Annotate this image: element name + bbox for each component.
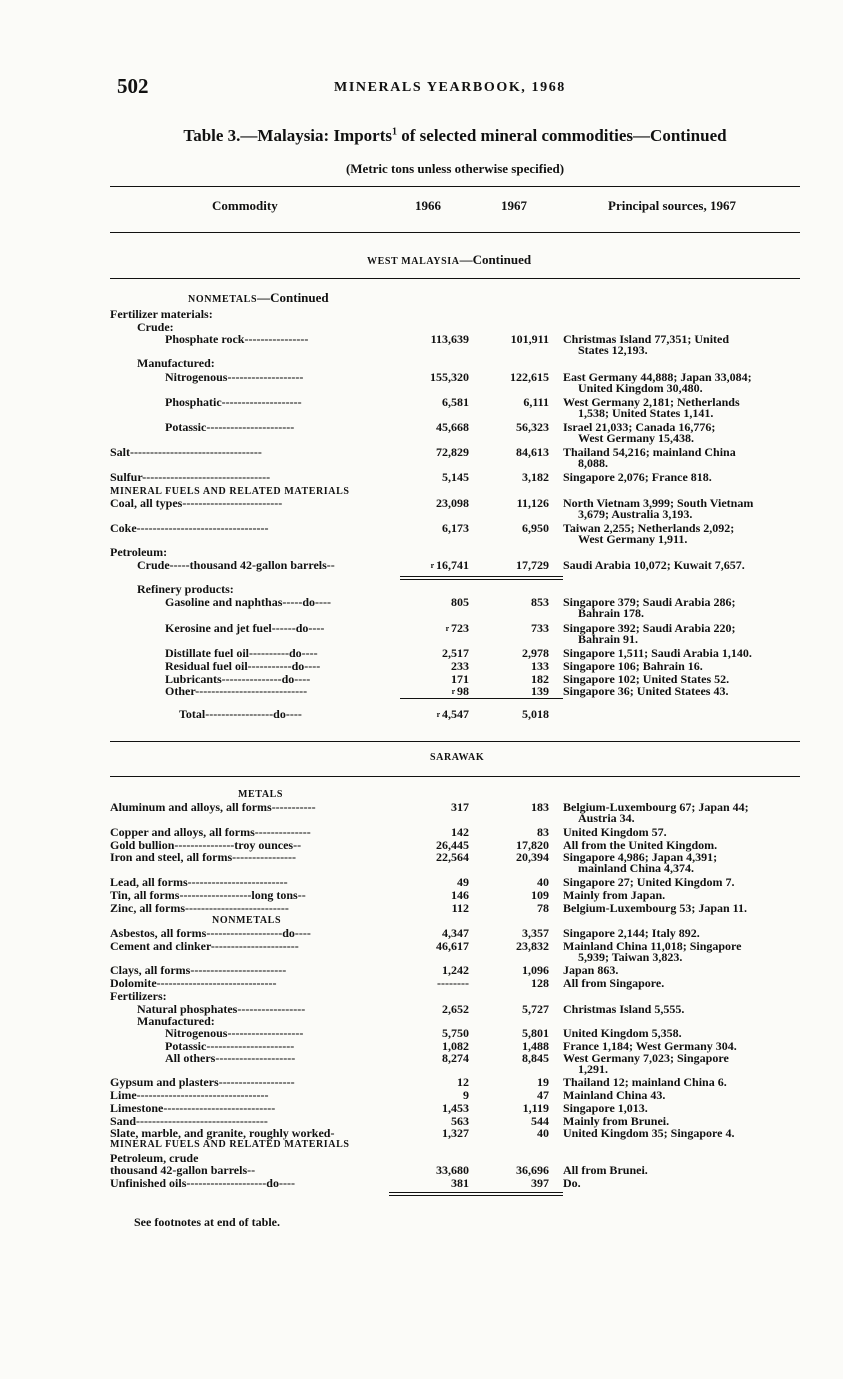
principal-sources-continued: West Germany 15,438. [578, 431, 694, 445]
value-1967: 101,911 [510, 332, 549, 346]
value-1966: 26,445 [436, 838, 469, 852]
table-row [0, 851, 843, 864]
table-row [0, 471, 843, 484]
top-rule [110, 186, 800, 187]
value-1966: 12 [457, 1075, 469, 1089]
value-1966: 46,617 [436, 939, 469, 953]
value-1967: 20,394 [516, 850, 549, 864]
footnote: See footnotes at end of table. [134, 1215, 280, 1229]
value-1967: 36,696 [516, 1163, 549, 1177]
value-1967: 47 [537, 1088, 549, 1102]
table-title: Table 3.—Malaysia: Imports$^1$ of selected mineral commodities—Continued [183, 126, 727, 145]
value-1967: 17,729 [516, 558, 549, 572]
commodity-label: Nitrogenous------------------- [165, 1026, 304, 1040]
commodity-label: Petroleum: [110, 545, 168, 559]
commodity-label: Distillate fuel oil----------do---- [165, 646, 318, 660]
principal-sources: West Germany 7,023; Singapore [563, 1051, 729, 1065]
commodity-label: Fertilizers: [110, 989, 167, 1003]
commodity-label: Copper and alloys, all forms-------------- [110, 825, 311, 839]
value-1967: 78 [537, 901, 549, 915]
value-1966: 8,274 [442, 1051, 469, 1065]
footnote-marker: 1 [392, 126, 397, 138]
commodity-label: Unfinished oils--------------------do---- [110, 1176, 295, 1190]
page-number: 502 [117, 74, 149, 98]
principal-sources: All from Brunei. [563, 1163, 648, 1177]
value-1966: 233 [451, 659, 469, 673]
commodity-label: Potassic---------------------- [165, 420, 295, 434]
value-1966: 112 [451, 901, 469, 915]
value-1966: 142 [451, 825, 469, 839]
commodity-label: Gypsum and plasters------------------- [110, 1075, 295, 1089]
value-1966: $^r$ 723 [445, 621, 469, 635]
crude-double-rule [400, 576, 563, 580]
commodity-label: Manufactured: [137, 1014, 215, 1028]
principal-sources: Belgium-Luxembourg 67; Japan 44; [563, 800, 749, 814]
table-row [0, 357, 843, 370]
commodity-label: Other---------------------------- [165, 684, 308, 698]
commodity-label: Lead, all forms------------------------- [110, 875, 288, 889]
commodity-label: Kerosine and jet fuel------do---- [165, 621, 325, 635]
table-row [0, 446, 843, 459]
value-1966: 1,082 [442, 1039, 469, 1053]
value-1966: $^r$ 98 [451, 684, 469, 698]
value-1966: 155,320 [430, 370, 469, 384]
table-row [0, 1052, 843, 1065]
region-west-malaysia: WEST MALAYSIA—Continued [367, 252, 532, 267]
table-row [0, 333, 843, 346]
value-1966: 5,750 [442, 1026, 469, 1040]
principal-sources: Christmas Island 5,555. [563, 1002, 685, 1016]
value-1966: -------- [437, 976, 469, 990]
table-row [0, 801, 843, 814]
value-1967: 128 [531, 976, 549, 990]
principal-sources: Christmas Island 77,351; United [563, 332, 730, 346]
value-1967: 1,096 [522, 963, 549, 977]
commodity-label: Manufactured: [137, 356, 215, 370]
value-1966: 22,564 [436, 850, 469, 864]
principal-sources: Singapore 102; United States 52. [563, 672, 730, 686]
value-1966: $^r$ 4,547 [436, 707, 469, 721]
principal-sources: Singapore 2,076; France 818. [563, 470, 712, 484]
value-1967: 397 [531, 1176, 549, 1190]
principal-sources: Singapore 392; Saudi Arabia 220; [563, 621, 736, 635]
bottom-double-rule [389, 1192, 563, 1196]
principal-sources: Singapore 27; United Kingdom 7. [563, 875, 735, 889]
principal-sources: Mainly from Brunei. [563, 1114, 670, 1128]
value-1967: 5,018 [522, 707, 549, 721]
commodity-label: Total-----------------do---- [179, 707, 302, 721]
value-1967: 544 [531, 1114, 549, 1128]
commodity-label: Dolomite------------------------------ [110, 976, 277, 990]
value-1967: 2,978 [522, 646, 549, 660]
commodity-label: Salt--------------------------------- [110, 445, 262, 459]
value-1967: 3,357 [522, 926, 549, 940]
table-row [0, 685, 843, 698]
value-1966: 317 [451, 800, 469, 814]
value-1966: 805 [451, 595, 469, 609]
section-nonmetals: NONMETALS [212, 915, 282, 926]
value-1967: 40 [537, 1126, 549, 1140]
value-1967: 84,613 [516, 445, 549, 459]
commodity-label: Zinc, all forms-------------------------- [110, 901, 289, 915]
commodity-label: Crude: [137, 320, 174, 334]
principal-sources: Mainly from Japan. [563, 888, 666, 902]
table-row [0, 497, 843, 510]
principal-sources-continued: 1,291. [578, 1062, 608, 1076]
table-row [0, 559, 843, 572]
value-1967: 182 [531, 672, 549, 686]
value-1966: 23,098 [436, 496, 469, 510]
principal-sources-continued: West Germany 1,911. [578, 532, 688, 546]
value-1967: 6,111 [523, 395, 549, 409]
value-1967: 122,615 [510, 370, 549, 384]
principal-sources: North Vietnam 3,999; South Vietnam [563, 496, 754, 510]
table-row [0, 647, 843, 660]
commodity-label: Aluminum and alloys, all forms----------- [110, 800, 316, 814]
commodity-label: Coal, all types------------------------- [110, 496, 283, 510]
value-1966: 4,347 [442, 926, 469, 940]
principal-sources: Japan 863. [563, 963, 619, 977]
principal-sources: Singapore 379; Saudi Arabia 286; [563, 595, 736, 609]
table-row [0, 622, 843, 635]
value-1966: 9 [463, 1088, 469, 1102]
table-row [0, 522, 843, 535]
principal-sources: Singapore 106; Bahrain 16. [563, 659, 703, 673]
revised-marker: r [430, 561, 436, 570]
table-row [0, 708, 843, 721]
principal-sources-continued: 1,538; United States 1,141. [578, 406, 714, 420]
value-1967: 83 [537, 825, 549, 839]
principal-sources-continued: States 12,193. [578, 343, 648, 357]
principal-sources: All from the United Kingdom. [563, 838, 718, 852]
commodity-label: Refinery products: [137, 582, 234, 596]
value-1967: 8,845 [522, 1051, 549, 1065]
table-row [0, 902, 843, 915]
running-head: MINERALS YEARBOOK, 1968 [334, 80, 566, 95]
value-1967: 3,182 [522, 470, 549, 484]
region-sarawak: SARAWAK [430, 752, 485, 763]
value-1967: 733 [531, 621, 549, 635]
value-1966: 2,517 [442, 646, 469, 660]
commodity-label: Fertilizer materials: [110, 307, 213, 321]
commodity-label: Nitrogenous------------------- [165, 370, 304, 384]
principal-sources: West Germany 2,181; Netherlands [563, 395, 740, 409]
principal-sources-continued: Bahrain 178. [578, 606, 645, 620]
table-row [0, 990, 843, 1003]
principal-sources: Thailand 12; mainland China 6. [563, 1075, 727, 1089]
value-1966: 113,639 [430, 332, 469, 346]
principal-sources: Thailand 54,216; mainland China [563, 445, 736, 459]
commodity-label: Phosphatic-------------------- [165, 395, 302, 409]
principal-sources: France 1,184; West Germany 304. [563, 1039, 737, 1053]
principal-sources: United Kingdom 57. [563, 825, 667, 839]
commodity-label: Coke--------------------------------- [110, 521, 269, 535]
revised-marker: r [445, 624, 451, 633]
value-1967: 23,832 [516, 939, 549, 953]
commodity-label: Cement and clinker---------------------- [110, 939, 299, 953]
commodity-label: Lime--------------------------------- [110, 1088, 269, 1102]
region-top-rule [110, 741, 800, 742]
commodity-label: Gold bullion---------------troy ounces-- [110, 838, 302, 852]
value-1967: 1,119 [522, 1101, 549, 1115]
principal-sources: United Kingdom 5,358. [563, 1026, 682, 1040]
header-1966: 1966 [415, 198, 441, 213]
value-1967: 6,950 [522, 521, 549, 535]
value-1967: 5,801 [522, 1026, 549, 1040]
value-1966: 6,581 [442, 395, 469, 409]
value-1966: 72,829 [436, 445, 469, 459]
commodity-label: Lubricants---------------do---- [165, 672, 311, 686]
value-1967: 56,323 [516, 420, 549, 434]
principal-sources: Mainland China 11,018; Singapore [563, 939, 742, 953]
commodity-label: Asbestos, all forms-------------------do---- [110, 926, 311, 940]
commodity-label: Tin, all forms------------------long tons-- [110, 888, 306, 902]
value-1967: 109 [531, 888, 549, 902]
header-sources: Principal sources, 1967 [608, 198, 736, 213]
commodity-label: Iron and steel, all forms---------------- [110, 850, 297, 864]
principal-sources: Singapore 1,511; Saudi Arabia 1,140. [563, 646, 752, 660]
value-1967: 11,126 [516, 496, 549, 510]
section-metals: METALS [238, 789, 284, 800]
principal-sources-continued: 3,679; Australia 3,193. [578, 507, 693, 521]
table-row [0, 596, 843, 609]
principal-sources: Do. [563, 1176, 581, 1190]
principal-sources: Israel 21,033; Canada 16,776; [563, 420, 716, 434]
commodity-label: Slate, marble, and granite, roughly worked- [110, 1126, 335, 1140]
principal-sources: Belgium-Luxembourg 53; Japan 11. [563, 901, 748, 915]
value-1966: 49 [457, 875, 469, 889]
value-1966: 381 [451, 1176, 469, 1190]
value-1967: 1,488 [522, 1039, 549, 1053]
header-1967: 1967 [501, 198, 527, 213]
value-1966: 45,668 [436, 420, 469, 434]
principal-sources-continued: 5,939; Taiwan 3,823. [578, 950, 683, 964]
table-subtitle: (Metric tons unless otherwise specified) [345, 161, 565, 176]
value-1966: 6,173 [442, 521, 469, 535]
value-1966: $^r$ 16,741 [430, 558, 469, 572]
commodity-label: Crude-----thousand 42-gallon barrels-- [137, 558, 335, 572]
value-1966: 1,242 [442, 963, 469, 977]
header-commodity: Commodity [212, 198, 278, 213]
commodity-label: Clays, all forms------------------------ [110, 963, 287, 977]
commodity-label: Phosphate rock---------------- [165, 332, 309, 346]
table-row [0, 940, 843, 953]
section-nonmetals-continued: NONMETALS—Continued [188, 290, 329, 305]
principal-sources: Mainland China 43. [563, 1088, 666, 1102]
value-1967: 40 [537, 875, 549, 889]
principal-sources: Saudi Arabia 10,072; Kuwait 7,657. [563, 558, 745, 572]
commodity-label: Residual fuel oil-----------do---- [165, 659, 321, 673]
commodity-label: Natural phosphates----------------- [137, 1002, 306, 1016]
principal-sources-continued: United Kingdom 30,480. [578, 381, 703, 395]
value-1966: 5,145 [442, 470, 469, 484]
table-row [0, 371, 843, 384]
region-sarawak-rule [110, 776, 800, 777]
commodity-label: Gasoline and naphthas-----do---- [165, 595, 332, 609]
commodity-label: Sand--------------------------------- [110, 1114, 268, 1128]
principal-sources-continued: mainland China 4,374. [578, 861, 695, 875]
revised-marker: r [436, 710, 442, 719]
principal-sources-continued: 8,088. [578, 456, 608, 470]
section-fuels-2: MINERAL FUELS AND RELATED MATERIALS [110, 1139, 350, 1150]
principal-sources: Singapore 36; United Statees 43. [563, 684, 729, 698]
commodity-label: All others-------------------- [165, 1051, 296, 1065]
section-fuels-1: MINERAL FUELS AND RELATED MATERIALS [110, 486, 350, 497]
value-1967: 183 [531, 800, 549, 814]
table-row [0, 396, 843, 409]
table-row [0, 421, 843, 434]
commodity-label: Petroleum, crude [110, 1151, 199, 1165]
value-1967: 5,727 [522, 1002, 549, 1016]
principal-sources: Singapore 2,144; Italy 892. [563, 926, 700, 940]
subtotal-rule [400, 698, 563, 699]
value-1966: 146 [451, 888, 469, 902]
value-1966: 33,680 [436, 1163, 469, 1177]
value-1966: 2,652 [442, 1002, 469, 1016]
value-1967: 17,820 [516, 838, 549, 852]
table-row [0, 1177, 843, 1190]
value-1967: 853 [531, 595, 549, 609]
principal-sources: East Germany 44,888; Japan 33,084; [563, 370, 752, 384]
commodity-label: Sulfur-------------------------------- [110, 470, 271, 484]
value-1966: 563 [451, 1114, 469, 1128]
principal-sources: United Kingdom 35; Singapore 4. [563, 1126, 735, 1140]
revised-marker: r [451, 687, 457, 696]
principal-sources: Singapore 1,013. [563, 1101, 648, 1115]
value-1966: 171 [451, 672, 469, 686]
principal-sources: Singapore 4,986; Japan 4,391; [563, 850, 718, 864]
principal-sources: All from Singapore. [563, 976, 665, 990]
value-1966: 1,453 [442, 1101, 469, 1115]
commodity-label: thousand 42-gallon barrels-- [110, 1163, 256, 1177]
principal-sources-continued: Austria 34. [578, 811, 635, 825]
region-rule [110, 278, 800, 279]
table-row [0, 308, 843, 321]
commodity-label: Limestone---------------------------- [110, 1101, 276, 1115]
principal-sources-continued: Bahrain 91. [578, 632, 639, 646]
value-1967: 19 [537, 1075, 549, 1089]
value-1967: 133 [531, 659, 549, 673]
commodity-label: Potassic---------------------- [165, 1039, 295, 1053]
value-1966: 1,327 [442, 1126, 469, 1140]
principal-sources: Taiwan 2,255; Netherlands 2,092; [563, 521, 735, 535]
value-1967: 139 [531, 684, 549, 698]
header-rule [110, 232, 800, 233]
